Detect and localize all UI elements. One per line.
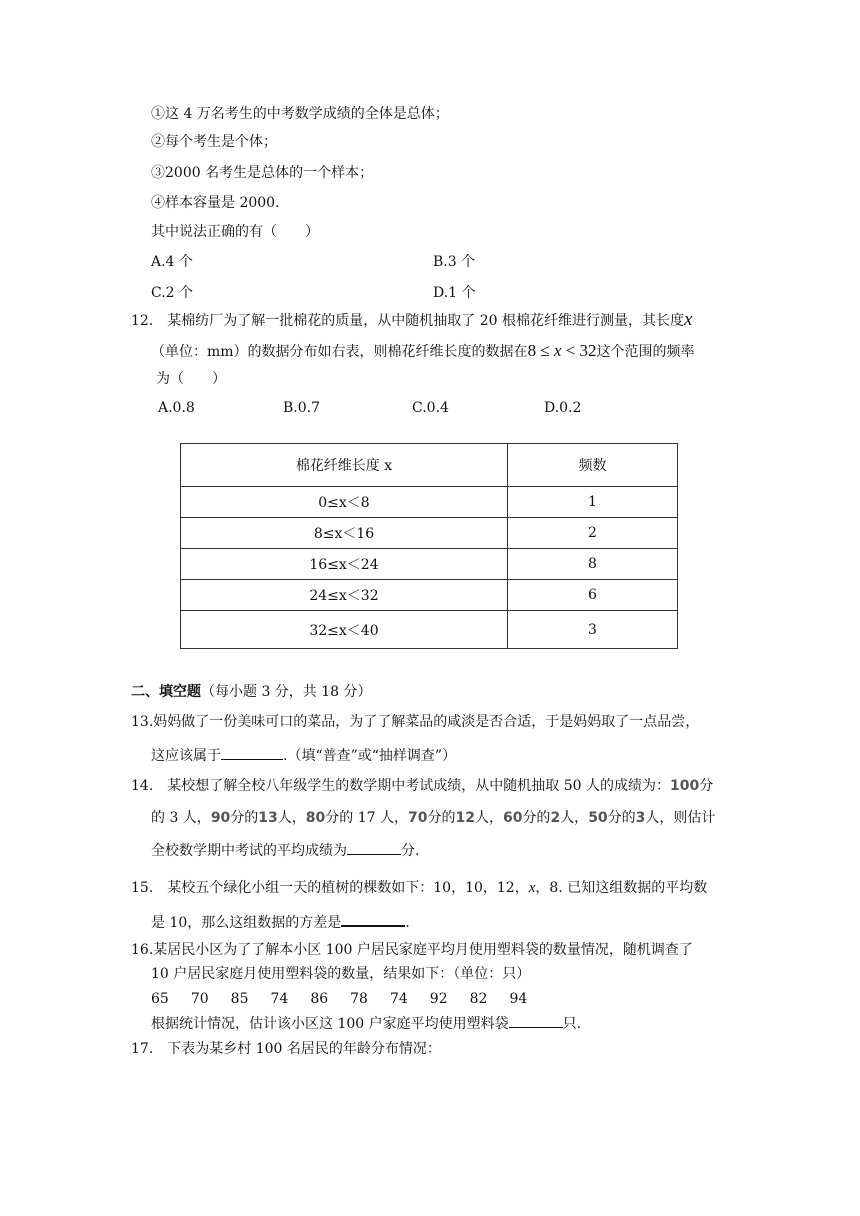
- q16-text-4a: 根据统计情况，估计该小区这 100 户家庭平均使用塑料袋: [151, 1016, 509, 1032]
- q16-data-item: 78: [350, 991, 368, 1007]
- q14-score-80: 80: [305, 810, 326, 826]
- section-title: 二、填空题: [131, 684, 201, 700]
- q12-option-a: A.0.8: [158, 400, 195, 416]
- q16-data-item: 85: [230, 991, 249, 1007]
- q16-data-row: [151, 989, 527, 1009]
- table-header-frequency: 频数: [508, 444, 678, 487]
- q14-score-50: 50: [588, 810, 608, 826]
- table-row: [181, 549, 678, 580]
- q14-score-60: 60: [502, 810, 523, 826]
- q16-data-item: 94: [509, 991, 528, 1007]
- q12-range-op-le: ≤: [536, 341, 554, 360]
- q12-line-1: [131, 310, 692, 331]
- q16-data-item: 92: [429, 991, 448, 1007]
- table-cell-range: 0≤x＜8: [181, 487, 508, 518]
- q16-line-1: 16.某居民小区为了了解本小区 100 户居民家庭平均月使用塑料袋的数量情况，随机调查了: [131, 942, 693, 958]
- q11-statement-1: ①这 4 万名考生的中考数学成绩的全体是总体；: [151, 106, 449, 122]
- q14-text: 分的: [230, 810, 259, 826]
- q14-text-3b: 分.: [401, 843, 420, 859]
- q11-option-b: B.3 个: [433, 254, 476, 270]
- q12-line-3: 为（ ）: [156, 371, 226, 387]
- q16-text-4b: 只.: [562, 1016, 582, 1032]
- q14-answer-blank[interactable]: [347, 840, 401, 855]
- q12-range-op-lt: <: [561, 341, 580, 360]
- q15-text-2b: .: [405, 915, 410, 931]
- q12-text-2b: 这个范围的频率: [596, 344, 695, 360]
- table-row: [181, 518, 678, 549]
- table-header-length: 棉花纤维长度 x: [181, 444, 508, 487]
- q14-score-70: 70: [407, 810, 428, 826]
- section-heading: [131, 682, 372, 702]
- q12-range-var: x: [553, 341, 562, 360]
- q15-answer-blank[interactable]: [341, 911, 405, 927]
- q14-text-1b: 分: [699, 778, 714, 794]
- q14-count-70: 12: [455, 810, 475, 826]
- q16-data-item: 74: [270, 991, 289, 1007]
- q13-answer-blank[interactable]: [221, 745, 283, 760]
- q15-line-2: [151, 911, 410, 933]
- q12-variable: x: [683, 309, 693, 330]
- q16-data-item: 86: [310, 991, 329, 1007]
- q12-range-high: 32: [579, 341, 597, 360]
- q15-text-1a: 15. 某校五个绿化小组一天的植树的棵数如下：10，10，12，: [131, 880, 529, 896]
- q12-range: [528, 341, 597, 360]
- q14-text-3a: 全校数学期中考试的平均成绩为: [151, 843, 347, 859]
- q14-text: 分的: [522, 810, 551, 826]
- table-cell-range: 16≤x＜24: [181, 549, 508, 580]
- q13-line-2: [151, 745, 456, 766]
- q16-data-item: 74: [389, 991, 408, 1007]
- frequency-table: [180, 443, 678, 649]
- q14-text: 分的: [427, 810, 456, 826]
- table-cell-range: 24≤x＜32: [181, 580, 508, 611]
- q14-text: 分的 17 人，: [325, 810, 408, 826]
- q16-data-item: 65: [151, 991, 169, 1007]
- q14-score-100: 100: [669, 778, 700, 794]
- q16-data-item: 82: [469, 991, 488, 1007]
- table-cell-frequency: 3: [508, 611, 678, 649]
- q13-text-2b: .（填“普查”或“抽样调查”）: [283, 748, 457, 764]
- q14-text: 人，: [474, 810, 503, 826]
- q12-option-c: C.0.4: [412, 400, 449, 416]
- q16-data-item: 70: [190, 991, 209, 1007]
- q14-count-60: 2: [550, 810, 561, 826]
- q17-line-1: 17. 下表为某乡村 100 名居民的年龄分布情况：: [131, 1041, 441, 1057]
- q12-text-2a: （单位：mm）的数据分布如右表，则棉花纤维长度的数据在: [151, 344, 528, 360]
- q15-variable: x: [528, 880, 536, 896]
- q14-line-3: [151, 840, 419, 861]
- q15-text-2a: 是 10，那么这组数据的方差是: [151, 915, 342, 931]
- q12-range-low: 8: [527, 341, 537, 360]
- table-cell-frequency: 8: [508, 549, 678, 580]
- table-cell-frequency: 2: [508, 518, 678, 549]
- q11-statement-4: ④样本容量是 2000.: [151, 195, 280, 211]
- q11-option-d: D.1 个: [433, 285, 476, 301]
- q12-option-b: B.0.7: [283, 400, 321, 416]
- q16-answer-blank[interactable]: [509, 1013, 563, 1028]
- q14-text: 分的: [607, 810, 636, 826]
- table-row: [181, 611, 678, 649]
- q11-statement-3: ③2000 名考生是总体的一个样本；: [151, 165, 374, 181]
- table-cell-frequency: 1: [508, 487, 678, 518]
- q14-count-50: 3: [635, 810, 646, 826]
- q12-line-2: [151, 341, 695, 362]
- q13-text-2a: 这应该属于: [151, 748, 221, 764]
- q14-text: 人，: [560, 810, 589, 826]
- q11-option-c: C.2 个: [151, 285, 194, 301]
- q14-line-1: [131, 776, 713, 796]
- q14-line-2: [151, 808, 715, 828]
- q12-text-1: 12. 某棉纺厂为了解一批棉花的质量，从中随机抽取了 20 根棉花纤维进行测量，其长度: [131, 313, 684, 329]
- q14-score-90: 90: [210, 810, 231, 826]
- q14-count-90: 13: [258, 810, 278, 826]
- q15-line-1: [131, 878, 707, 898]
- q11-option-a: A.4 个: [151, 254, 193, 270]
- table-cell-range: 32≤x＜40: [181, 611, 508, 649]
- table-cell-range: 8≤x＜16: [181, 518, 508, 549]
- q14-text: 人，则估计: [645, 810, 716, 826]
- section-note: （每小题 3 分，共 18 分）: [201, 684, 372, 700]
- table-row: [181, 580, 678, 611]
- q11-statement-2: ②每个考生是个体；: [151, 134, 277, 150]
- q12-option-d: D.0.2: [544, 400, 582, 416]
- q14-text: 的 3 人，: [151, 810, 211, 826]
- q15-text-1b: ，8. 已知这组数据的平均数: [535, 880, 708, 896]
- q13-line-1: 13.妈妈做了一份美味可口的菜品，为了了解菜品的咸淡是否合适，于是妈妈取了一点品尝，: [131, 714, 700, 730]
- q16-line-4: [151, 1013, 581, 1034]
- table-row: [181, 487, 678, 518]
- q14-text: 人，: [277, 810, 306, 826]
- table-cell-frequency: 6: [508, 580, 678, 611]
- q14-text-1a: 14. 某校想了解全校八年级学生的数学期中考试成绩，从中随机抽取 50 人的成绩为：: [131, 778, 670, 794]
- q16-line-2: 10 户居民家庭月使用塑料袋的数量，结果如下：（单位：只）: [151, 966, 531, 982]
- table-header-row: [181, 444, 678, 487]
- q11-question: 其中说法正确的有（ ）: [151, 224, 319, 240]
